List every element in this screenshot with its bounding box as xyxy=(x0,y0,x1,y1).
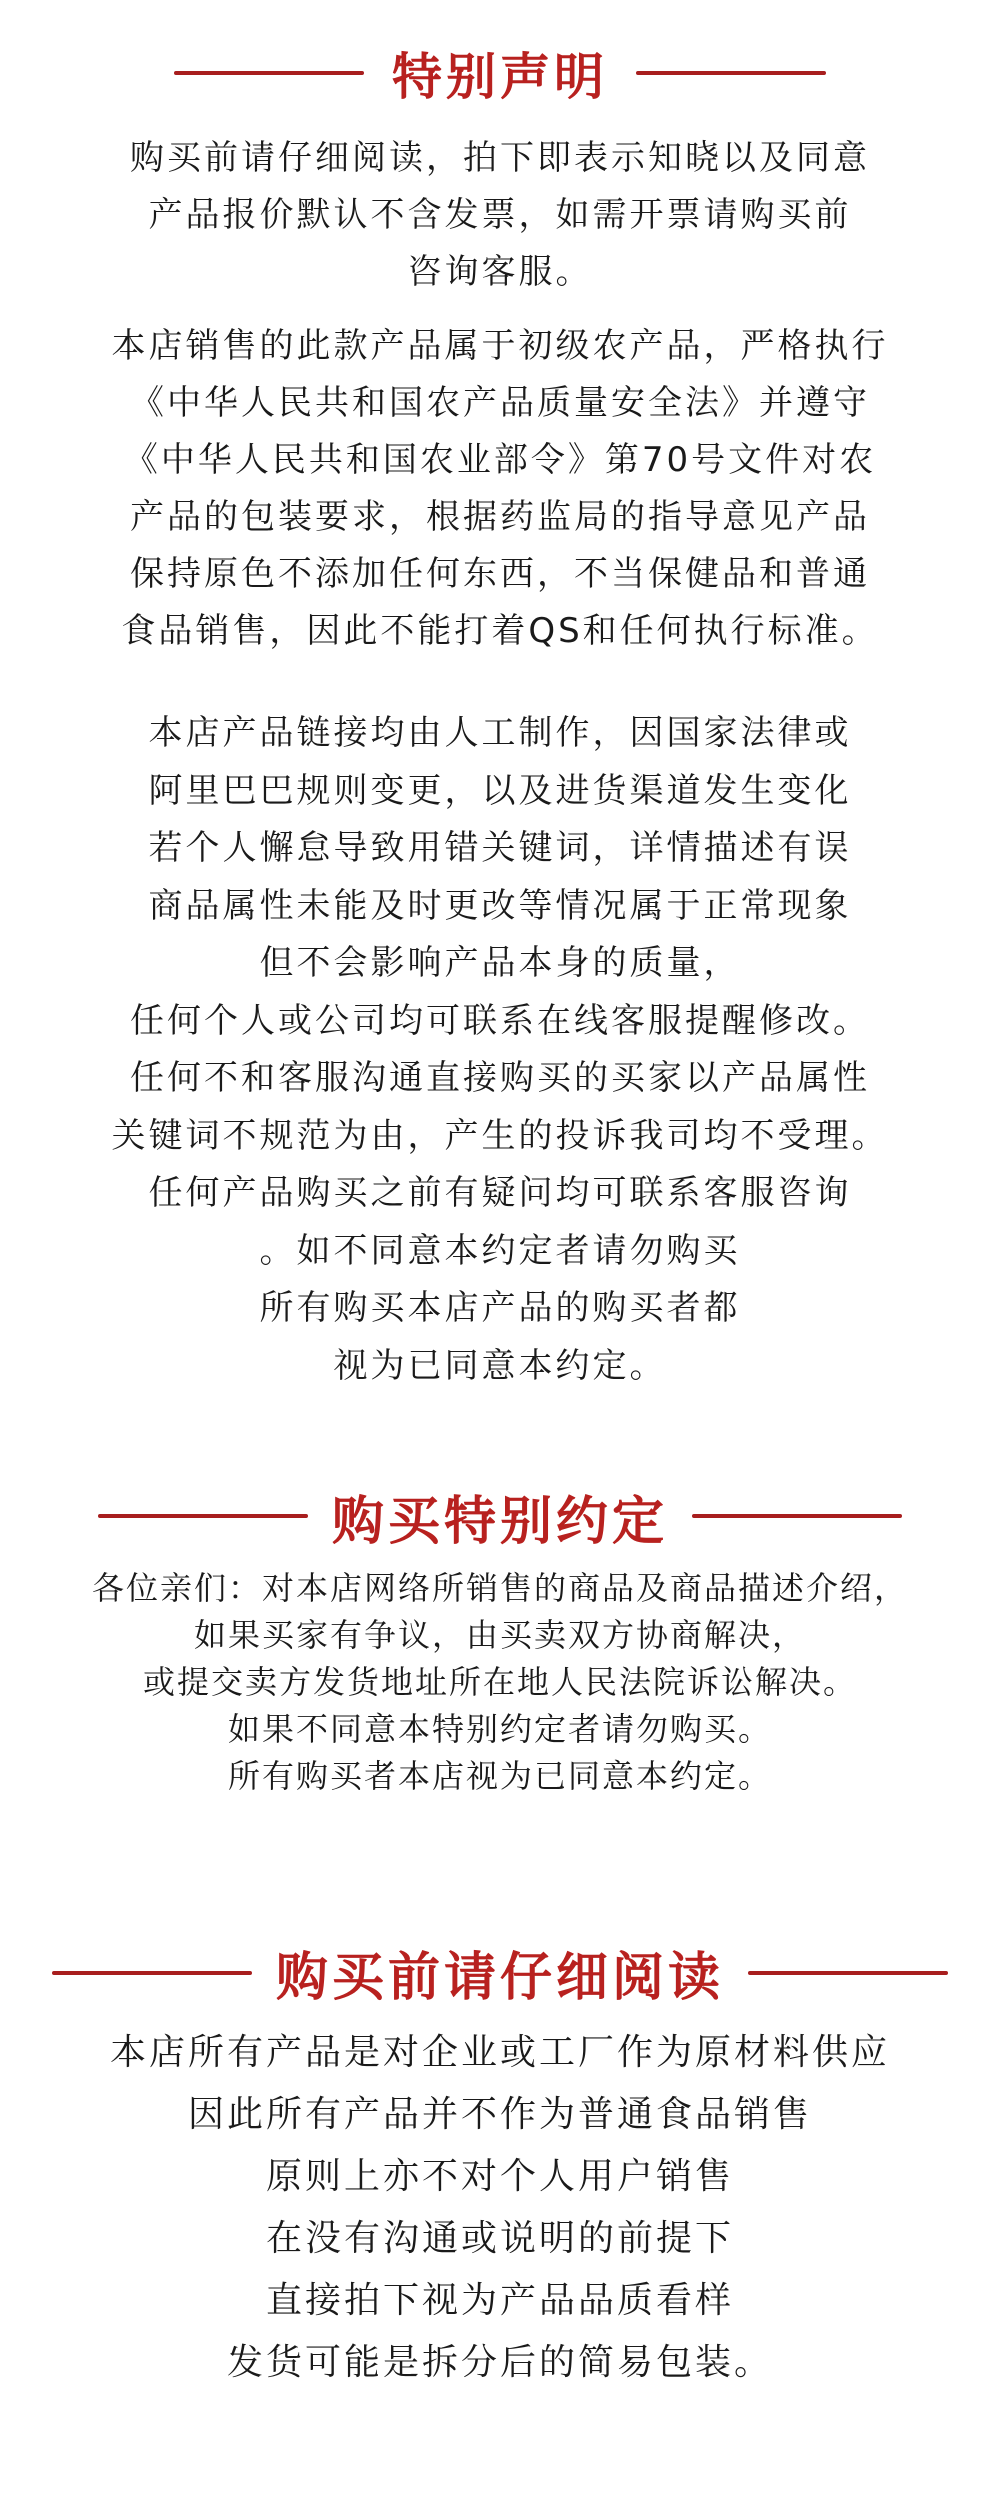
text-line: 直接拍下视为产品品质看样 xyxy=(265,2280,734,2321)
text-line: 本店销售的此款产品属于初级农产品，严格执行 xyxy=(111,326,889,366)
text-line: 关键词不规范为由，产生的投诉我司均不受理。 xyxy=(111,1115,889,1156)
text-line: 所有购买本店产品的购买者都 xyxy=(259,1288,741,1328)
heading-rule-right xyxy=(636,71,826,75)
agreement-title: 购买特别约定 xyxy=(331,1491,668,1552)
text-line: 购买前请仔细阅读，拍下即表示知晓以及同意 xyxy=(130,138,870,178)
text-line: 保持原色不添加任何东西，不当保健品和普通 xyxy=(130,554,870,594)
text-line: 阿里巴巴规则变更，以及进货渠道发生变化 xyxy=(148,770,852,811)
text-line: 在没有沟通或说明的前提下 xyxy=(265,2218,734,2259)
text-line: 任何个人或公司均可联系在线客服提醒修改。 xyxy=(130,1000,870,1041)
read-before-paragraph xyxy=(0,2022,1000,2394)
text-line: 原则上亦不对个人用户销售 xyxy=(265,2156,734,2197)
heading-rule-right xyxy=(692,1514,902,1518)
text-line: 任何不和客服沟通直接购买的买家以产品属性 xyxy=(130,1058,870,1098)
text-line: 任何产品购买之前有疑问均可联系客服咨询 xyxy=(148,1173,852,1213)
text-line: 或提交卖方发货地址所在地人民法院诉讼解决。 xyxy=(142,1663,857,1701)
text-line: 咨询客服。 xyxy=(407,252,593,292)
text-line: 如果不同意本特别约定者请勿购买。 xyxy=(227,1710,772,1748)
text-line: 《中华人民共和国农产品质量安全法》并遵守 xyxy=(130,383,870,423)
text-line: 食品销售，因此不能打着QS和任何执行标准。 xyxy=(121,611,879,651)
text-line: 但不会影响产品本身的质量， xyxy=(259,943,741,983)
agreement-heading xyxy=(0,1480,1000,1552)
heading-rule-left xyxy=(52,1971,252,1975)
text-line: 若个人懈怠导致用错关键词，详情描述有误 xyxy=(148,828,852,868)
notice-paragraph-3 xyxy=(0,705,1000,1395)
text-line: 本店所有产品是对企业或工厂作为原材料供应 xyxy=(109,2032,890,2073)
notice-title: 特别声明 xyxy=(392,48,608,106)
notice-heading xyxy=(0,38,1000,108)
read-before-title: 购买前请仔细阅读 xyxy=(275,1948,724,2008)
read-before-heading xyxy=(0,1935,1000,2010)
heading-rule-left xyxy=(174,71,364,75)
agreement-paragraph xyxy=(0,1565,1000,1800)
heading-rule-right xyxy=(748,1971,948,1975)
text-line: 产品的包装要求，根据药监局的指导意见产品 xyxy=(130,497,870,537)
text-line: 如果买家有争议，由买卖双方协商解决， xyxy=(193,1616,806,1654)
text-line: 各位亲们：对本店网络所销售的商品及商品描述介绍， xyxy=(91,1569,908,1607)
notice-paragraph-1 xyxy=(0,130,1000,301)
text-line: 视为已同意本约定。 xyxy=(333,1345,667,1386)
text-line: 因此所有产品并不作为普通食品销售 xyxy=(187,2094,812,2135)
text-line: 所有购买者本店视为已同意本约定。 xyxy=(227,1757,772,1795)
text-line: 商品属性未能及时更改等情况属于正常现象 xyxy=(148,885,852,926)
text-line: 发货可能是拆分后的简易包装。 xyxy=(226,2342,773,2383)
text-line: 《中华人民共和国农业部令》第70号文件对农 xyxy=(123,440,877,480)
text-line: 产品报价默认不含发票，如需开票请购买前 xyxy=(148,195,852,235)
text-line: 。如不同意本约定者请勿购买 xyxy=(259,1230,741,1271)
text-line: 本店产品链接均由人工制作，因国家法律或 xyxy=(148,713,852,753)
heading-rule-left xyxy=(98,1514,308,1518)
notice-paragraph-2 xyxy=(0,318,1000,660)
